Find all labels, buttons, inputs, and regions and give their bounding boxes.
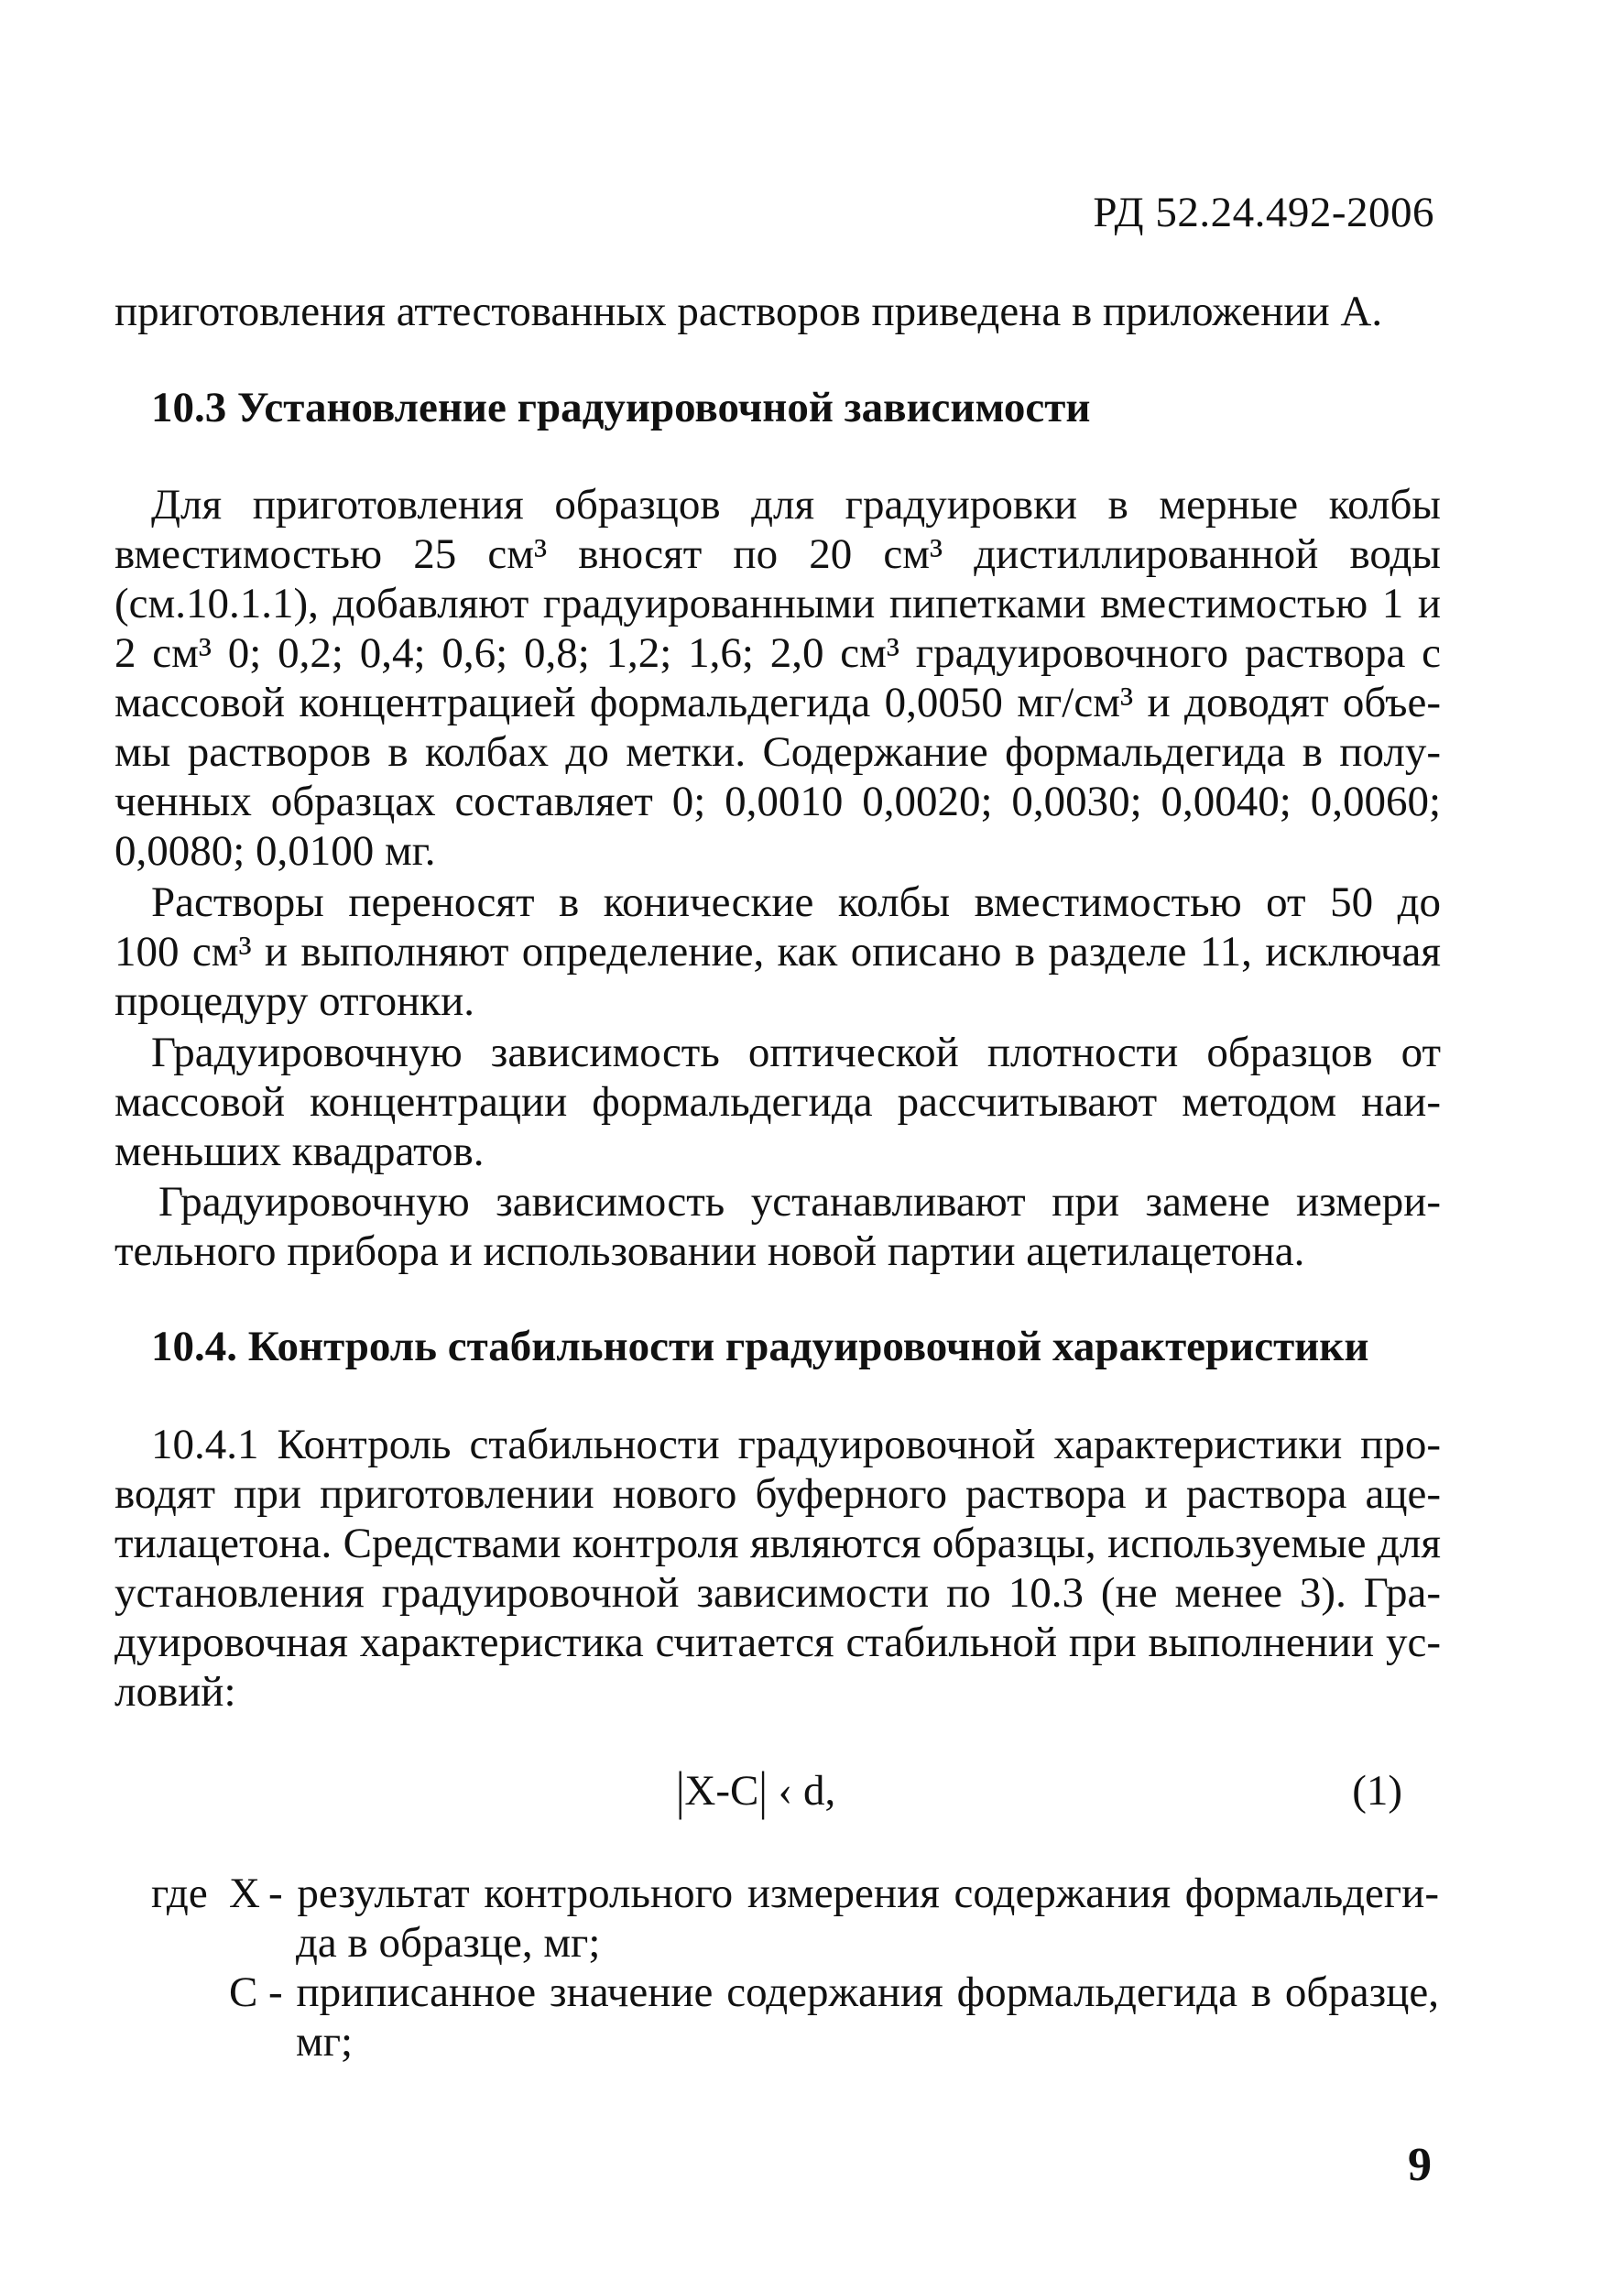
definition-x-text: - результат контрольного измерения содержания формальдеги- да в образце, мг;: [268, 1870, 1439, 1967]
section-10-3-paragraph-3: Градуировочную зависимость оптической плотности образцов от массовой концентрации формальдегида рассчитывают методом наи- меньших квадратов.: [114, 1029, 1441, 1175]
section-10-3-paragraph-4: Градуировочную зависимость устанавливают при замене измери- тельного прибора и использовании новой партии ацетилацетона.: [114, 1178, 1441, 1275]
intro-line: приготовления аттестованных растворов приведена в приложении А.: [114, 288, 1383, 335]
section-10-3-heading: 10.3 Установление градуировочной зависимости: [151, 384, 1091, 431]
section-10-3-paragraph-2: Растворы переносят в конические колбы вместимостью от 50 до 100 см³ и выполняют определение, как описано в разделе 11, исключая процедуру отгонки.: [114, 878, 1441, 1025]
section-10-4-paragraph-1: 10.4.1 Контроль стабильности градуировочной характеристики про- водят при приготовлении нового буферного раствора и раствора аце- тилацетона. Средствами контроля являются образцы, используемые для установления градуировочной зависимости по 10.3 (не менее 3). Гра- дуировочная характеристика считается стабильной при выполнении ус- ловий:: [114, 1421, 1441, 1716]
document-code: РД 52.24.492-2006: [1093, 189, 1434, 236]
formula-rhs: ‹ d,: [778, 1767, 836, 1815]
definition-c-text: - приписанное значение содержания формальдегида в образце, мг;: [268, 1968, 1439, 2066]
definition-x-symbol: X: [229, 1870, 260, 1917]
formula: [676, 1761, 836, 1821]
definition-x-prefix: где: [151, 1870, 208, 1917]
formula-expression: X-C: [684, 1767, 759, 1815]
section-10-4-heading: 10.4. Контроль стабильности градуировочной характеристики: [151, 1323, 1369, 1370]
abs-bar-left: |: [676, 1761, 685, 1821]
definition-c-symbol: C: [229, 1968, 258, 2016]
equation-number: (1): [1352, 1767, 1402, 1815]
page-number: 9: [1408, 2139, 1432, 2191]
section-10-3-paragraph-1: Для приготовления образцов для градуировки в мерные колбы вместимостью 25 см³ вносят по 20 см³ дистиллированной воды (см.10.1.1), добавляют градуированными пипетками вместимостью 1 и 2 см³ 0; 0,2; 0,4; 0,6; 0,8; 1,2; 1,6; 2,0 см³ градуировочного раствора с массовой концентрацией формальдегида 0,0050 мг/см³ и доводят объе- мы растворов в колбах до метки. Содержание формальдегида в полу- ченных образцах составляет 0; 0,0010 0,0020; 0,0030; 0,0040; 0,0060; 0,0080; 0,0100 мг.: [114, 481, 1441, 875]
abs-bar-right: |: [758, 1761, 768, 1821]
